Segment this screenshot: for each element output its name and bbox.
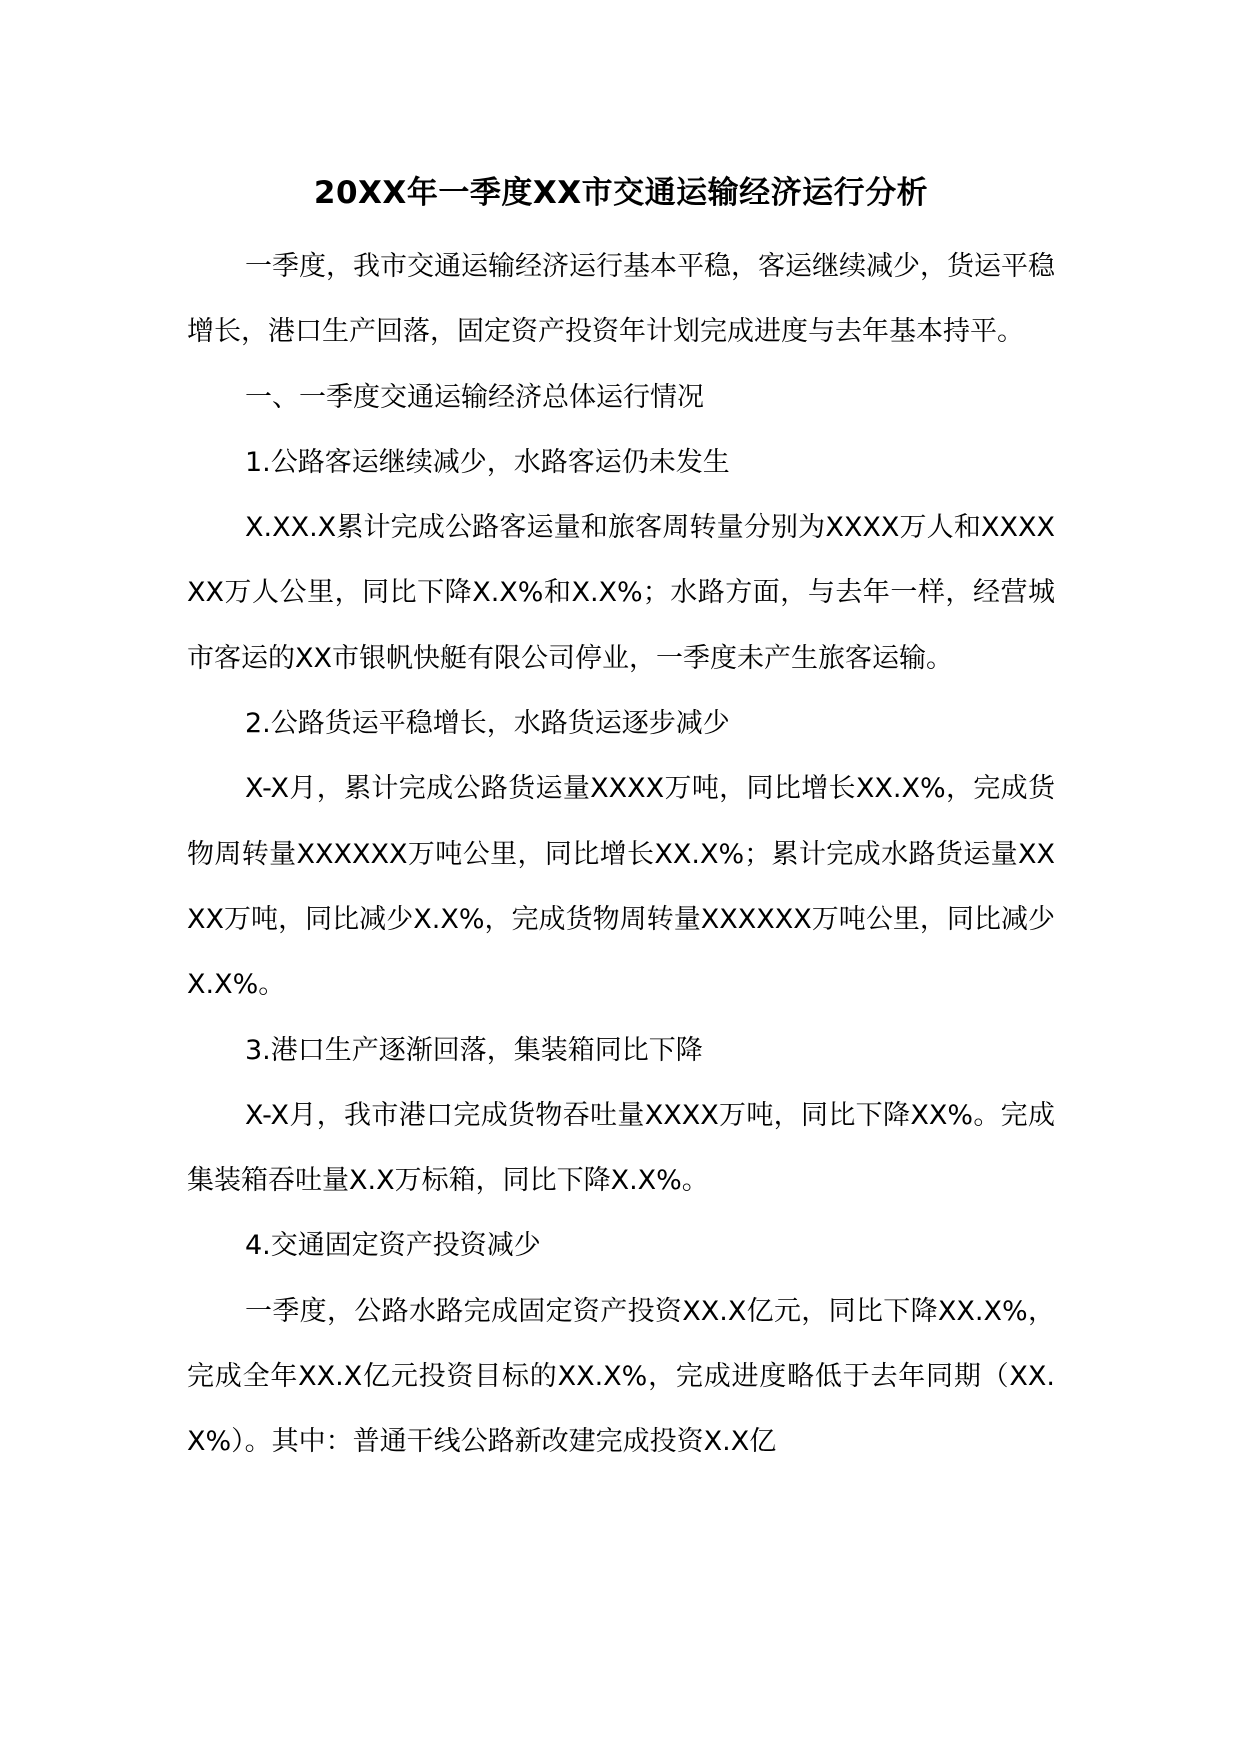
body-paragraph: X-X月，我市港口完成货物吞吐量XXXX万吨，同比下降XX%。完成集装箱吞吐量X.X万标箱，同比下降X.X%。 bbox=[187, 1099, 1055, 1197]
body-paragraph: 一季度，公路水路完成固定资产投资XX.X亿元，同比下降XX.X%，完成全年XX.X亿元投资目标的XX.X%，完成进度略低于去年同期（XX.X%）。其中：普通干线公路新改建完成投资X.X亿 bbox=[187, 1295, 1055, 1458]
body-paragraph: X-X月，累计完成公路货运量XXXX万吨，同比增长XX.X%，完成货物周转量XXXXXX万吨公里，同比增长XX.X%；累计完成水路货运量XXXX万吨，同比减少X.X%，完成货物周转量XXXXXX万吨公里，同比减少X.X%。 bbox=[187, 773, 1055, 1001]
document-title: 20XX年一季度XX市交通运输经济运行分析 bbox=[313, 175, 929, 211]
subsection-heading: 2.公路货运平稳增长，水路货运逐步减少 bbox=[245, 708, 730, 740]
intro-paragraph: 一季度，我市交通运输经济运行基本平稳，客运继续减少，货运平稳增长，港口生产回落，固定资产投资年计划完成进度与去年基本持平。 bbox=[187, 251, 1055, 348]
subsection-heading: 3.港口生产逐渐回落，集装箱同比下降 bbox=[245, 1034, 703, 1066]
body-paragraph: X.XX.X累计完成公路客运量和旅客周转量分别为XXXX万人和XXXXXX万人公里，同比下降X.X%和X.X%；水路方面，与去年一样，经营城市客运的XX市银帆快艇有限公司停业，一季度未产生旅客运输。 bbox=[187, 512, 1055, 674]
document-body bbox=[187, 234, 1055, 1475]
subsection-heading: 4.交通固定资产投资减少 bbox=[245, 1230, 541, 1262]
section-heading: 一、一季度交通运输经济总体运行情况 bbox=[245, 381, 704, 413]
subsection-heading: 1.公路客运继续减少，水路客运仍未发生 bbox=[245, 446, 730, 478]
